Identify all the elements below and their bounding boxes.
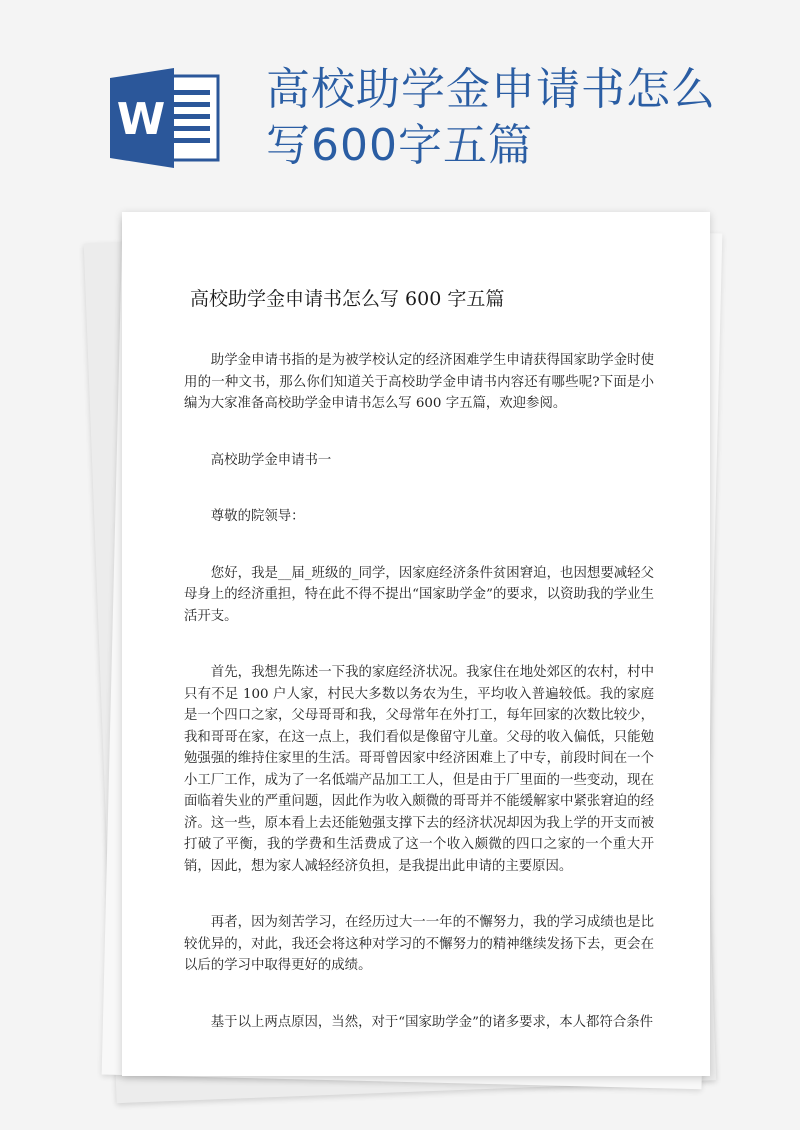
paragraph-salutation: 尊敬的院领导： [210, 509, 305, 524]
document-body [184, 350, 654, 1068]
page-title-line-2: 写600字五篇 [266, 120, 533, 171]
paragraph-greeting: 您好，我是__届_班级的_同学，因家庭经济条件贫困窘迫，也因想要减轻父母身上的经济重担，特在此不得不提出“国家助学金”的要求，以资助我的学业生活开支。 [184, 565, 654, 624]
word-icon-letter: W [116, 94, 166, 145]
paragraph-family-situation: 首先，我想先陈述一下我的家庭经济状况。我家住在地处郊区的农村，村中只有不足 100 户人家，村民大多数以务农为生，平均收入普遍较低。我的家庭是一个四口之家，父母哥哥和我，父母常年在外打工，每年回家的次数比较少，我和哥哥在家，在这一点上，我们看似是像留守儿童。父母的收入偏低，只能勉勉强强的维持住家里的生活。哥哥曾因家中经济困难上了中专，前段时间在一个小工厂工作，成为了一名低端产品加工工人，但是由于厂里面的一些变动，现在面临着失业的严重问题，因此作为收入颇微的哥哥并不能缓解家中紧张窘迫的经济。这一些，原本看上去还能勉强支撑下去的经济状况却因为我上学的开支而被打破了平衡，我的学费和生活费成了这一个收入颇微的四口之家的一个重大开销，因此，想为家人减轻经济负担，是我提出此申请的主要原因。 [184, 665, 654, 874]
paragraph-intro: 助学金申请书指的是为被学校认定的经济困难学生申请获得国家助学金时使用的一种文书，那么你们知道关于高校助学金申请书内容还有哪些呢?下面是小编为大家准备高校助学金申请书怎么写 600 字五篇，欢迎参阅。 [184, 353, 654, 411]
paragraph-section-heading: 高校助学金申请书一 [210, 452, 332, 468]
word-document-icon [110, 68, 222, 168]
document-title: 高校助学金申请书怎么写 600 字五篇 [190, 288, 505, 310]
paragraph-study: 再者，因为刻苦学习，在经历过大一一年的不懈努力，我的学习成绩也是比较优异的，对此，我还会将这种对学习的不懈努力的精神继续发扬下去，更会在以后的学习中取得更好的成绩。 [184, 915, 654, 973]
paragraph-conclusion: 基于以上两点原因，当然，对于“国家助学金”的诸多要求，本人都符合条件 [210, 1014, 653, 1030]
document-page [122, 212, 710, 1076]
page-title [266, 62, 736, 174]
page-title-line-1: 高校助学金申请书怎么 [266, 64, 716, 115]
